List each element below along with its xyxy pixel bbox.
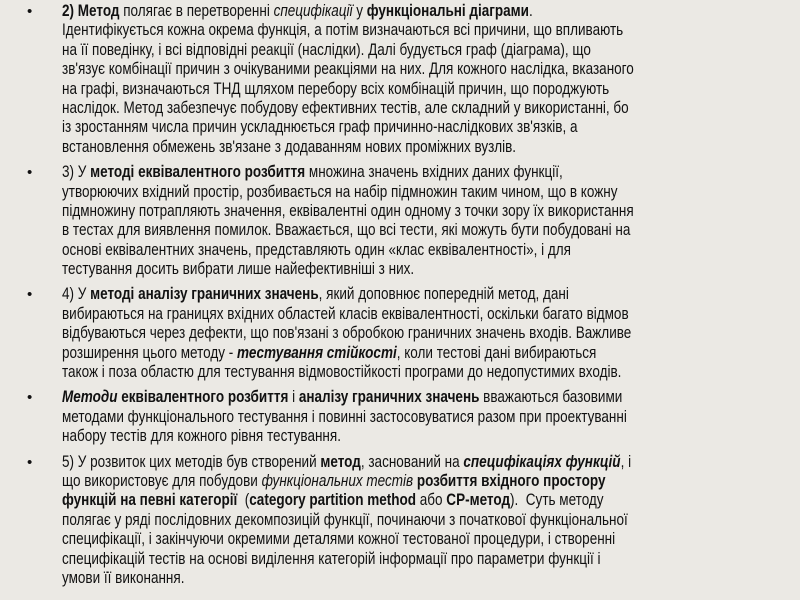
bullet-icon: •	[27, 3, 33, 20]
text-segment: .	[528, 2, 533, 20]
text-line	[62, 41, 678, 60]
text-segment: або	[416, 491, 447, 510]
emphasized-text: розбиття вхідного простору	[416, 471, 606, 490]
text-segment: методами функціонального тестування і повинні застосовуватися разом при проектуванні	[62, 407, 627, 426]
text-line	[62, 453, 678, 472]
bullet-paragraph	[0, 163, 800, 279]
bullet-icon: •	[27, 164, 33, 182]
text-segment: набору тестів для кожного рівня тестування.	[62, 427, 341, 446]
bullet-icon: •	[27, 389, 33, 407]
text-line	[62, 530, 678, 549]
text-segment: вважаються базовими	[479, 388, 623, 407]
bullet-paragraph	[0, 388, 800, 446]
text-segment: Ідентифікується кожна окрема функція, а потім визначаються всі причини, що впливають	[62, 21, 624, 40]
text-segment: із зростанням числа причин ускладнюється граф причинно-наслідкових зв'язків, а	[62, 118, 578, 137]
emphasized-text: специфікації	[273, 2, 353, 20]
text-segment: 4) У	[62, 285, 91, 304]
text-segment: на її поведінку, і всі відповідні реакції (наслідки). Далі будується граф (діаграма), що	[62, 40, 591, 59]
text-segment: специфікацій тестів на основі виділення категорій інформації про параметри функції і	[62, 549, 601, 568]
emphasized-text: методі аналізу граничних значень	[90, 285, 319, 304]
text-segment: підмножину потрапляють значення, еквівалентні один одному з точки зору їх використання	[62, 201, 634, 220]
text-segment: полягає у ряді послідовних декомпозицій функції, починаючи з початкової функціональної	[62, 510, 628, 529]
text-segment: у	[352, 2, 367, 20]
text-segment: , коли тестові дані вибираються	[396, 343, 597, 362]
text-line	[62, 60, 678, 79]
emphasized-text: специфікаціях функцій	[463, 452, 621, 471]
bullet-icon: •	[27, 453, 33, 471]
bullet-icon: •	[27, 286, 33, 304]
text-line	[62, 569, 678, 588]
emphasized-text: СР-метод	[446, 491, 511, 510]
emphasized-text: функціональних тестів	[261, 471, 414, 490]
text-segment: основі еквівалентних значень, представляють один «клас еквівалентності», і для	[62, 240, 571, 259]
text-line	[62, 118, 678, 137]
text-line	[62, 99, 678, 118]
text-segment: , і	[620, 452, 632, 471]
text-segment: що використовує для побудови	[62, 471, 262, 490]
text-line	[62, 21, 678, 40]
emphasized-text: тестування стійкості	[236, 343, 397, 362]
text-segment: ). Суть методу	[510, 491, 604, 510]
text-segment: умови її виконання.	[62, 568, 185, 587]
text-line	[62, 241, 678, 260]
emphasized-text: аналізу граничних значень	[298, 388, 480, 407]
text-segment: полягає в перетворенні	[119, 2, 274, 20]
text-segment: також і поза областю для тестування відмовостійкості програми до недопустимих входів.	[62, 363, 622, 382]
text-segment: відбуваються через дефекти, що пов'язані з обробкою граничних значень входів. Важливе	[62, 324, 632, 343]
text-line	[62, 511, 678, 530]
text-line	[62, 408, 678, 427]
text-segment: розширення цього методу -	[62, 343, 237, 362]
text-segment: утворюючих вхідний простір, розбивається на набір підмножин таким чином, що в кожну	[62, 182, 618, 201]
emphasized-text: функціональні діаграми	[366, 2, 529, 20]
text-segment: специфікації, і закінчуючи окремими деталями кожної тестованої процедури, і створенні	[62, 530, 616, 549]
text-line	[62, 363, 678, 382]
emphasized-text: функцій на певні категорії	[62, 491, 238, 510]
text-segment: 5) У розвиток цих методів був створений	[62, 452, 321, 471]
text-line	[62, 260, 678, 279]
text-segment: наслідок. Метод забезпечує побудову ефективних тестів, але складний у використанні, бо	[62, 98, 629, 117]
emphasized-text: 2) Метод	[62, 2, 120, 20]
text-segment: в тестах для виявлення помилок. Вважається, що всі тести, які можуть бути побудовані на	[62, 221, 631, 240]
text-segment: зв'язує комбінації причин з очікуваними реакціями на них. Для кожного наслідка, вказаного	[62, 60, 634, 79]
text-segment: на графі, визначаються ТНД щляхом перебору всіх комбінацій причин, що породжують	[62, 79, 610, 98]
text-line	[62, 183, 678, 202]
text-line	[62, 138, 678, 157]
emphasized-text: category partition method	[249, 491, 417, 510]
text-segment: тестування досить вибрати лише найефективніші з них.	[62, 260, 415, 279]
bullet-paragraph	[0, 2, 800, 157]
text-line	[62, 324, 678, 343]
bullet-paragraph	[0, 285, 800, 382]
text-line	[62, 285, 678, 304]
text-line	[62, 221, 678, 240]
text-segment: встановлення обмежень зв'язане з додаванням нових проміжних вузлів.	[62, 137, 517, 156]
slide-content	[0, 2, 800, 594]
text-line	[62, 80, 678, 99]
text-line	[62, 344, 678, 363]
text-line	[62, 163, 678, 182]
text-segment: 3) У	[62, 163, 91, 182]
text-segment: вибираються на границях вхідних областей класів еквівалентності, оскільки багато відмов	[62, 304, 629, 323]
text-segment: множина значень вхідних даних функції,	[305, 163, 563, 182]
bullet-paragraph	[0, 453, 800, 589]
text-line	[62, 472, 678, 491]
emphasized-text: методі еквівалентного розбиття	[90, 163, 306, 182]
emphasized-text: Методи	[62, 388, 118, 407]
emphasized-text: метод	[320, 452, 361, 471]
text-line	[62, 2, 678, 21]
text-segment: (	[237, 491, 250, 510]
text-line	[62, 550, 678, 569]
text-segment: , заснований на	[360, 452, 464, 471]
text-segment: , який доповнює попередній метод, дані	[318, 285, 569, 304]
text-line	[62, 491, 678, 510]
text-line	[62, 305, 678, 324]
text-line	[62, 388, 678, 407]
emphasized-text: еквівалентного розбиття	[117, 388, 289, 407]
text-segment: і	[288, 388, 299, 407]
text-line	[62, 202, 678, 221]
text-line	[62, 427, 678, 446]
